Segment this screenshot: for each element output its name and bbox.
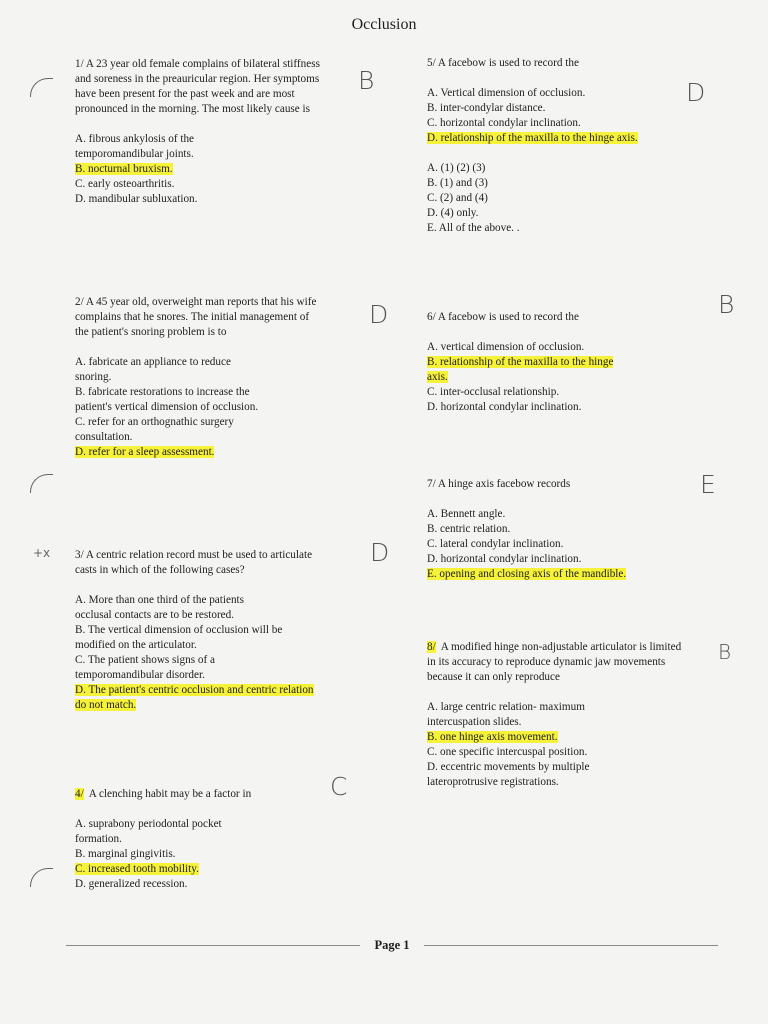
option-d: D. horizontal condylar inclination.	[427, 553, 582, 565]
question-3	[75, 548, 320, 713]
footer-rule-left	[66, 945, 360, 946]
option-a: A. More than one third of the patients occlusal contacts are to be restored.	[75, 594, 245, 621]
option-b	[427, 730, 682, 745]
highlighted-answer: B. relationship of the maxilla to the hinge axis.	[427, 356, 614, 383]
handwritten-answer-6: B	[718, 290, 735, 319]
option-b: B. marginal gingivitis.	[75, 848, 176, 860]
page-number: Page 1	[374, 938, 410, 952]
question-stem: 3/ A centric relation record must be used to articulate casts in which of the following cases?	[75, 549, 313, 576]
question-4	[75, 787, 325, 892]
question-stem: 2/ A 45 year old, overweight man reports that his wife complains that he snores. The initial management of the patient's snoring problem is to	[75, 296, 317, 338]
option-c: C. one specific intercuspal position.	[427, 746, 588, 758]
choice-e: E. All of the above. .	[427, 222, 520, 234]
option-c: C. early osteoarthritis.	[75, 178, 175, 190]
option-b	[75, 162, 325, 177]
highlighted-answer: B. one hinge axis movement.	[427, 731, 558, 743]
handwritten-answer-5: D	[686, 78, 706, 107]
handwritten-answer-3: D	[370, 538, 390, 567]
option-d: D. generalized recession.	[75, 878, 188, 890]
question-stem: 7/ A hinge axis facebow records	[427, 478, 571, 490]
highlighted-answer: D. relationship of the maxilla to the hinge axis.	[427, 132, 638, 144]
spacer	[427, 146, 677, 161]
page-footer	[66, 938, 718, 953]
choice-c: C. (2) and (4)	[427, 192, 488, 204]
option-d	[75, 445, 325, 460]
option-d: D. horizontal condylar inclination.	[427, 401, 582, 413]
option-a: A. Vertical dimension of occlusion.	[427, 87, 586, 99]
option-a: A. fibrous ankylosis of the temporomandibular joints.	[75, 133, 195, 160]
option-d	[427, 131, 657, 146]
question-stem: 5/ A facebow is used to record the	[427, 57, 579, 69]
question-1	[75, 57, 325, 207]
highlighted-answer: B. nocturnal bruxism.	[75, 163, 173, 175]
option-a: A. large centric relation- maximum intercuspation slides.	[427, 701, 585, 728]
question-stem	[427, 640, 682, 685]
option-c: C. The patient shows signs of a temporomandibular disorder.	[75, 654, 215, 681]
question-number: 8/	[427, 641, 436, 653]
highlighted-answer: E. opening and closing axis of the mandible.	[427, 568, 627, 580]
option-a: A. vertical dimension of occlusion.	[427, 341, 585, 353]
option-c: C. horizontal condylar inclination.	[427, 117, 581, 129]
option-a: A. fabricate an appliance to reduce snoring.	[75, 356, 231, 383]
option-b: B. fabricate restorations to increase the patient's vertical dimension of occlusion.	[75, 386, 259, 413]
margin-arc-mark	[30, 78, 53, 97]
question-6	[427, 310, 677, 415]
option-b: B. centric relation.	[427, 523, 511, 535]
highlighted-answer: D. refer for a sleep assessment.	[75, 446, 215, 458]
handwritten-answer-1: B	[358, 66, 375, 95]
question-text: A clenching habit may be a factor in	[88, 788, 252, 800]
question-5	[427, 56, 677, 236]
option-e	[427, 567, 687, 582]
question-8	[427, 640, 682, 790]
option-b: B. The vertical dimension of occlusion will be modified on the articulator.	[75, 624, 283, 651]
question-text: A modified hinge non-adjustable articulator is limited in its accuracy to reproduce dynamic jaw movements because it can only reproduce	[427, 641, 682, 683]
handwritten-margin-note: +x	[33, 546, 51, 560]
option-a: A. Bennett angle.	[427, 508, 506, 520]
option-d	[75, 683, 320, 713]
question-2	[75, 295, 325, 460]
option-b: B. inter-condylar distance.	[427, 102, 546, 114]
option-c: C. inter-occlusal relationship.	[427, 386, 560, 398]
page-title: Occlusion	[351, 16, 417, 33]
option-c: C. lateral condylar inclination.	[427, 538, 564, 550]
footer-rule-right	[424, 945, 718, 946]
option-b	[427, 355, 622, 385]
margin-arc-mark	[30, 474, 53, 493]
option-a: A. suprabony periodontal pocket formation.	[75, 818, 222, 845]
handwritten-answer-7: E	[700, 470, 716, 499]
option-c: C. refer for an orthognathic surgery consultation.	[75, 416, 234, 443]
option-d: D. eccentric movements by multiple lateroprotrusive registrations.	[427, 761, 590, 788]
question-number: 4/	[75, 788, 84, 800]
highlighted-answer: D. The patient's centric occlusion and centric relation do not match.	[75, 684, 314, 711]
handwritten-answer-2: D	[369, 300, 389, 329]
highlighted-answer: C. increased tooth mobility.	[75, 863, 199, 875]
choice-a: A. (1) (2) (3)	[427, 162, 486, 174]
choice-d: D. (4) only.	[427, 207, 479, 219]
question-7	[427, 477, 687, 582]
question-stem: 1/ A 23 year old female complains of bilateral stiffness and soreness in the preauricular region. Her symptoms have been present for the past week and are most pronounced in the morning. The most likely cause is	[75, 58, 320, 115]
option-d: D. mandibular subluxation.	[75, 193, 198, 205]
question-stem: 6/ A facebow is used to record the	[427, 311, 579, 323]
margin-arc-mark	[30, 868, 53, 887]
choice-b: B. (1) and (3)	[427, 177, 488, 189]
option-c	[75, 862, 325, 877]
handwritten-answer-4: C	[330, 772, 348, 801]
question-stem	[75, 787, 325, 802]
handwritten-answer-8: B	[718, 640, 732, 664]
